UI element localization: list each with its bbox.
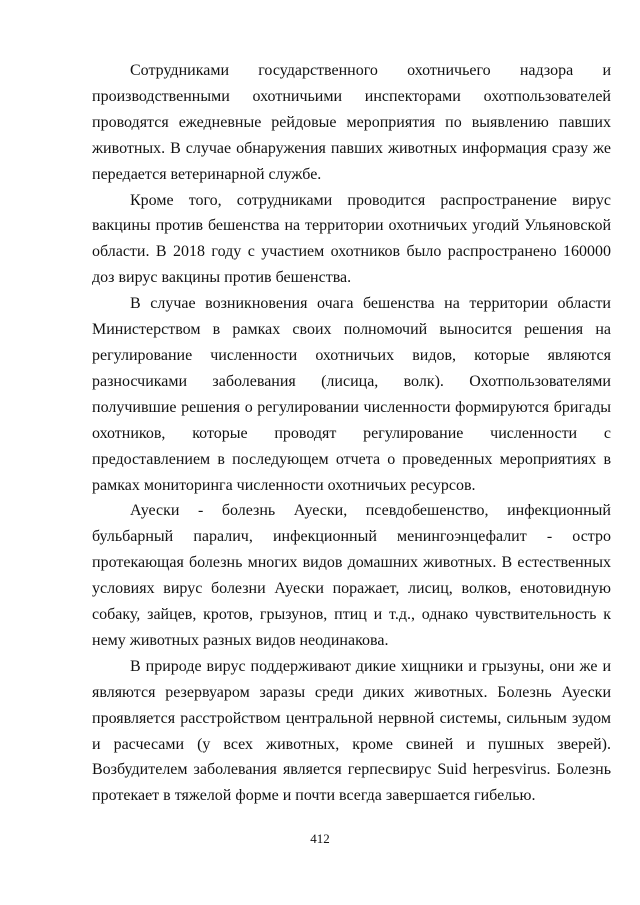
paragraph-rabies-vaccine: Кроме того, сотрудниками проводится распространение вирус вакцины против бешенства на территории охотничьих угодий Ульяновской области. В 2018 году с участием охотников было распространено 160000 доз вирус вакцины против бешенства. <box>92 191 611 287</box>
page-number: 412 <box>310 831 330 846</box>
paragraph-rabies-outbreak: В случае возникновения очага бешенства на территории области Министерством в рамках своих полномочий выносится решения на регулирование численности охотничьих видов, которые являются разносчиками заболевания (лисица, волк). Охотпользователями получившие решения о регулировании численности формируются бригады охотников, которые проводят регулирование численности с предоставлением в последующем отчета о проведенных мероприятиях в рамках мониторинга численности охотничьих ресурсов. <box>92 295 611 494</box>
paragraph-virus-reservoir: В природе вирус поддерживают дикие хищники и грызуны, они же и являются резервуаром заразы среди диких животных. Болезнь Ауески проявляется расстройством центральной нервной системы, сильным зудом и расчесами (у всех животных, кроме свиней и пушных зверей). Возбудителем заболевания является герпесвирус Suid herpesvirus. Болезнь протекает в тяжелой форме и почти всегда завершается гибелью. <box>92 657 611 805</box>
body-text <box>92 58 611 809</box>
paragraph-aujeszky-disease: Ауески - болезнь Ауески, псевдобешенство, инфекционный бульбарный паралич, инфекционный менингоэнцефалит - остро протекающая болезнь многих видов домашних животных. В естественных условиях вирус болезни Ауески поражает, лисиц, волков, енотовидную собаку, зайцев, кротов, грызунов, птиц и т.д., однако чувствительность к нему животных разных видов неодинакова. <box>92 502 611 649</box>
paragraph-hunting-supervision: Сотрудниками государственного охотничьего надзора и производственными охотничьими инспекторами охотпользователей проводятся ежедневные рейдовые мероприятия по выявлению павших животных. В случае обнаружения павших животных информация сразу же передается ветеринарной службе. <box>92 62 611 183</box>
